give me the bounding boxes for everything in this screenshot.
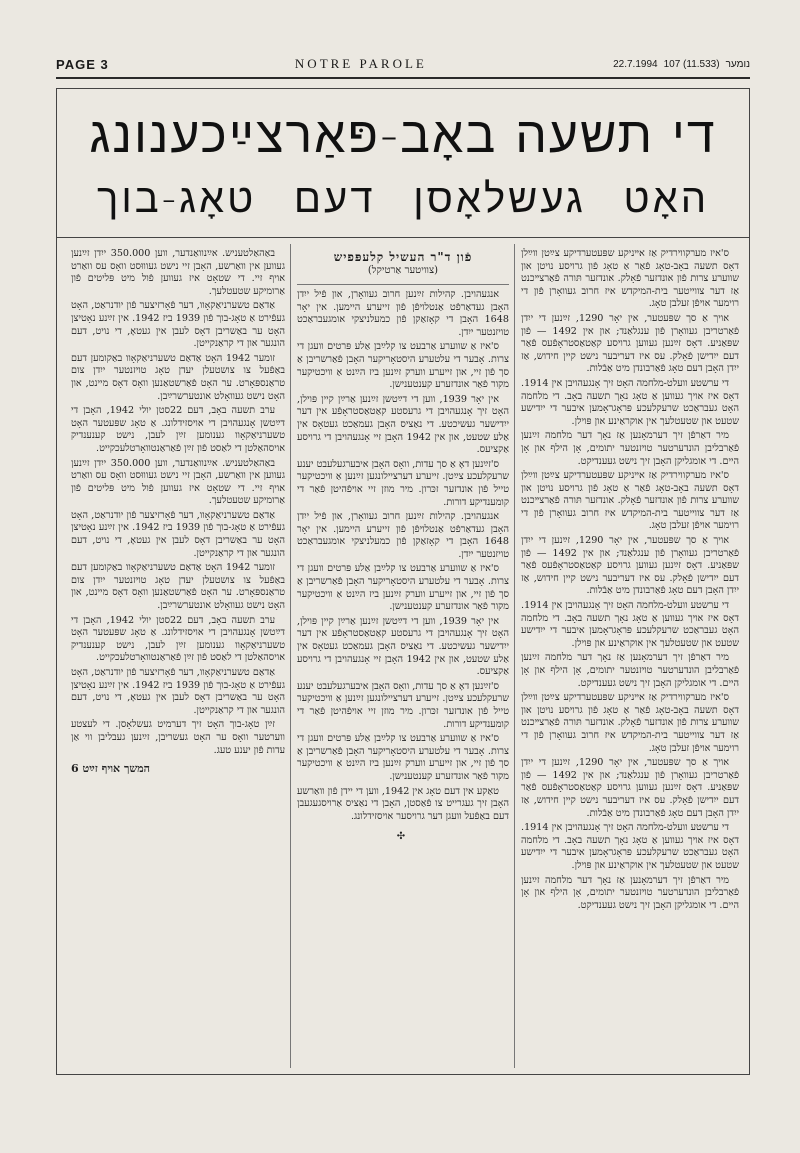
column-3	[71, 238, 285, 1074]
article-columns	[57, 238, 749, 1074]
paragraph: ס'איז מערקווירדיק אַז אײניקע שפּעטערדיקע צײַטן ווײַלן דאָס תשעה באָב-טאָג פֿאַר אַ טאָג פֿון גרויסע נויטן און שװערע צרות פֿון אונדזער פֿאָלק. אונדזער תּורה פֿאַרצײכנט אַז דער צווייטער בית-המיקדש איז חרוב געוואָרן פֿון די רוימער אויפֿן זעלבן טאָג.	[521, 248, 739, 310]
paragraph: אויך אַ סך שפּעטער, אין יאָר 1290, זײַנען די ייִדן פֿאַרטריבן געוואָרן פֿון ענגלאַנד; און אין 1492 — פֿון שפּאַניע. דאָס זײַנען געווען גרויסע קאַטאַסטראָפֿעס פֿאַר דעם ייִדישן פֿאָלק. עס איז דעריבער נישט קיין חידוש, אַז ייִדן האָבן דעם טאָג פֿאַרבונדן מיט אַבֿלות.	[521, 757, 739, 819]
column-2-text	[297, 289, 509, 844]
headline-line-1: די תשעה באָב-פּאַרצײַכענונג	[89, 106, 717, 164]
continued-notice[interactable]: המשך אויף זײַט 6	[71, 762, 150, 776]
paragraph: די ערשטע וועלט-מלחמה האָט זיך אָנגעהויבן אין 1914. דאָס איז אויך געווען אַ טאָג נאָך תשעה באָב. די מלחמה האָט געבראַכט שרעקלעכע פּראָגראָמען איבער די ייִדישע שטעט און שטעטלעך אין אוקראַינע און פּוילן.	[521, 600, 739, 649]
paragraph: ס'איז מערקווירדיק אַז אײניקע שפּעטערדיקע צײַטן ווײַלן דאָס תשעה באָב-טאָג פֿאַר אַ טאָג פֿון גרויסע נויטן און שװערע צרות פֿון אונדזער פֿאָלק. אונדזער תּורה פֿאַרצײכנט אַז דער צווייטער בית-המיקדש איז חרוב געוואָרן פֿון די רוימער אויפֿן זעלבן טאָג.	[521, 470, 739, 532]
paragraph: מיר דאַרפֿן זיך דערמאָנען אַז נאָך דער מלחמה זײַנען פֿאַרבליבן הונדערטער טויזנטער יתומים, אָן הילף און אָן היים. די אומגליקן האָבן זיך נישט געענדיקט.	[521, 430, 739, 467]
paragraph: אַדאַם טשערניאַקאָוו, דער פֿאָרזיצער פֿון יודנראַט, האָט געפֿירט אַ טאָג-בוך פֿון 1939 ביז 1942. אין זײַנע נאָטיצן האָט ער באַשריבן דאָס לעבן אין געטאָ, די נויט, דעם הונגער און די קראַנקייטן.	[71, 667, 285, 716]
issue-label: נומער	[725, 58, 750, 70]
paragraph: באַהאַלטעניש. אײַנוואַנדער, ווען 350.000 ייִדן זײַנען געווען אין וואַרשע, האָבן זיי נישט געוווּסט וואָס עס וואַרט אויף זיי. די שטאָט איז געווען פֿול מיט פּליטים פֿון אַרומיקע שטעטלעך.	[71, 457, 285, 507]
paragraph: ס'זײַנען דאָ אַ סך עדות, וואָס האָבן איבערגעלעבט יענע שרעקלעכע צײַטן. זייערע דערציילונגען זײַנען אַ וויכטיקער טייל פֿון אונדזער זכּרון. מיר מוזן זיי אויפֿהיטן פֿאַר די קומענדיקע דורות.	[297, 458, 509, 508]
byline-subtitle: (צוויטער אַרטיקל)	[367, 265, 439, 276]
headline-box	[57, 89, 749, 238]
column-divider	[290, 244, 291, 1068]
paragraph: ס'איז אַ שווערע אַרבעט צו קלײַבן אַלע פּרטים וועגן די צרות. אָבער די עלטערע היסטאָריקער האָבן פֿאַרשריבן אַ סך פֿון זיי, און זייערע ווערק זײַנען ביז הײַנט אַ וויכטיקער מקור פֿאַר אונדזערע קענטענישן.	[297, 563, 509, 613]
column-1-text	[521, 248, 739, 912]
paragraph: זומער 1942 האָט אַדאַם טשערניאַקאָוו באַקומען דעם באַפֿעל צו צושטעלן יעדן טאָג טויזנטער ייִדן צום טראַנספּאָרט. ער האָט פֿאַרשטאַנען וואָס דאָס מיינט, און האָט נישט געוואָלט אונטערשרײַבן.	[71, 562, 285, 612]
paragraph: אויך אַ סך שפּעטער, אין יאָר 1290, זײַנען די ייִדן פֿאַרטריבן געוואָרן פֿון ענגלאַנד; און אין 1492 — פֿון שפּאַניע. דאָס זײַנען געווען גרויסע קאַטאַסטראָפֿעס פֿאַר דעם ייִדישן פֿאָלק. עס איז דעריבער נישט קיין חידוש, אַז ייִדן האָבן דעם טאָג פֿאַרבונדן מיט אַבֿלות.	[521, 535, 739, 597]
paragraph: אנגעהויבן. קהילות זײַנען חרוב געוואָרן, און פֿיל ייִדן האָבן געדאַרפֿט אַנטלויפֿן פֿון זייערע היימען. אין יאָר 1648 האָבן די קאָזאַקן פֿון כמעלניצקי אומגעבראַכט טויזנטער ייִדן.	[297, 511, 509, 560]
paragraph: די ערשטע וועלט-מלחמה האָט זיך אָנגעהויבן אין 1914. דאָס איז אויך געווען אַ טאָג נאָך תשעה באָב. די מלחמה האָט געבראַכט שרעקלעכע פּראָגראָמען איבער די ייִדישע שטעט און שטעטלעך אין אוקראַינע און פּוילן.	[521, 822, 739, 871]
paragraph: ס'איז אַ שווערע אַרבעט צו קלײַבן אַלע פּרטים וועגן די צרות. אָבער די עלטערע היסטאָריקער האָבן פֿאַרשריבן אַ סך פֿון זיי, און זייערע ווערק זײַנען ביז הײַנט אַ וויכטיקער מקור פֿאַר אונדזערע קענטענישן.	[297, 733, 509, 782]
star-ornament: ✣	[396, 831, 410, 843]
paragraph: מיר דאַרפֿן זיך דערמאָנען אַז נאָך דער מלחמה זײַנען פֿאַרבליבן הונדערטער טויזנטער יתומים, אָן הילף און אָן היים. די אומגליקן האָבן זיך נישט געענדיקט.	[521, 874, 739, 911]
masthead: NOTRE PAROLE	[294, 56, 427, 71]
header-rule	[56, 77, 750, 79]
paragraph: ערב תשעה באָב, דעם 22סטן יולי 1942, האָבן די דײַטשן אָנגעהויבן די אויסזידלונג. אַ טאָג שפּעטער האָט טשערניאַקאָוו גענומען זײַן לעבן, נישט קענענדיק אויסהאַלטן די לאַסט פֿון זײַן פֿאַראַנטוואָרטלעכקייט.	[71, 405, 285, 454]
paragraph: טאַקע אין דעם טאָג אין 1942, ווען די יידן פֿון וואַרשע האָבן זיך געגרייט צו פֿאַסטן, האָבן די נאַציס אַרויסגעגעבן דעם באַפֿעל וועגן דער גרויסער אויסזידלונג.	[297, 785, 509, 822]
paragraph: זומער 1942 האָט אַדאַם טשערניאַקאָוו באַקומען דעם באַפֿעל צו צושטעלן יעדן טאָג טויזנטער ייִדן צום טראַנספּאָרט. ער האָט פֿאַרשטאַנען וואָס דאָס מיינט, און האָט נישט געוואָלט אונטערשרײַבן.	[71, 352, 285, 402]
issue-number: (11.533) 107	[663, 58, 720, 70]
column-2	[297, 238, 509, 1074]
paragraph: אין יאָר 1939, ווען די דײַטשן זײַנען אַרײַן קיין פּוילן, האָט זיך אָנגעהויבן די גרעסטע קאַטאַסטראָפֿע אין דער ייִדישער געשיכטע. די נאַציס האָבן געמאַכט געטאָס אין אַלע שטעט, און אין 1942 האָבן זיי אָנגעהויבן די גרויסע אַקציעס.	[297, 393, 509, 456]
paragraph: ס'איז מערקווירדיק אַז אײניקע שפּעטערדיקע צײַטן ווײַלן דאָס תשעה באָב-טאָג פֿאַר אַ טאָג פֿון גרויסע נויטן און שװערע צרות פֿון אונדזער פֿאָלק. אונדזער תּורה פֿאַרצײכנט אַז דער צווייטער בית-המיקדש איז חרוב געוואָרן פֿון די רוימער אויפֿן זעלבן טאָג.	[521, 692, 739, 754]
issue-date: 22.7.1994	[613, 58, 658, 70]
column-1	[521, 238, 739, 1074]
page-header	[56, 52, 750, 76]
paragraph: ס'זײַנען דאָ אַ סך עדות, וואָס האָבן איבערגעלעבט יענע שרעקלעכע צײַטן. זייערע דערציילונגען זײַנען אַ וויכטיקער טייל פֿון אונדזער זכּרון. מיר מוזן זיי אויפֿהיטן פֿאַר די קומענדיקע דורות.	[297, 680, 509, 730]
headline-line-2: האָט געשלאָסן דעם טאָג-בוך	[96, 176, 710, 222]
paragraph: באַהאַלטעניש. אײַנוואַנדער, ווען 350.000 ייִדן זײַנען געווען אין וואַרשע, האָבן זיי נישט געוווּסט וואָס עס וואַרט אויף זיי. די שטאָט איז געווען פֿול מיט פּליטים פֿון אַרומיקע שטעטלעך.	[71, 248, 285, 297]
paragraph: אויך אַ סך שפּעטער, אין יאָר 1290, זײַנען די ייִדן פֿאַרטריבן געוואָרן פֿון ענגלאַנד; און אין 1492 — פֿון שפּאַניע. דאָס זײַנען געווען גרויסע קאַטאַסטראָפֿעס פֿאַר דעם ייִדישן פֿאָלק. עס איז דעריבער נישט קיין חידוש, אַז ייִדן האָבן דעם טאָג פֿאַרבונדן מיט אַבֿלות.	[521, 312, 739, 375]
article-frame	[56, 88, 750, 1075]
byline-author: פֿון ד"ר העשיל קלעפּפיש	[333, 250, 473, 264]
column-divider	[514, 244, 515, 1068]
page-number: PAGE 3	[56, 56, 109, 72]
paragraph: ערב תשעה באָב, דעם 22סטן יולי 1942, האָבן די דײַטשן אָנגעהויבן די אויסזידלונג. אַ טאָג שפּעטער האָט טשערניאַקאָוו גענומען זײַן לעבן, נישט קענענדיק אויסהאַלטן די לאַסט פֿון זײַן פֿאַראַנטוואָרטלעכקייט.	[71, 614, 285, 664]
paragraph: אין יאָר 1939, ווען די דײַטשן זײַנען אַרײַן קיין פּוילן, האָט זיך אָנגעהויבן די גרעסטע קאַטאַסטראָפֿע אין דער ייִדישער געשיכטע. די נאַציס האָבן געמאַכט געטאָס אין אַלע שטעט, און אין 1942 האָבן זיי אָנגעהויבן די גרויסע אַקציעס.	[297, 615, 509, 678]
paragraph: אנגעהויבן. קהילות זײַנען חרוב געוואָרן, און פֿיל ייִדן האָבן געדאַרפֿט אַנטלויפֿן פֿון זייערע היימען. אין יאָר 1648 האָבן די קאָזאַקן פֿון כמעלניצקי אומגעבראַכט טויזנטער ייִדן.	[297, 289, 509, 338]
byline	[297, 250, 509, 285]
issue-info	[613, 59, 750, 70]
paragraph: אַדאַם טשערניאַקאָוו, דער פֿאָרזיצער פֿון יודנראַט, האָט געפֿירט אַ טאָג-בוך פֿון 1939 ביז 1942. אין זײַנע נאָטיצן האָט ער באַשריבן דאָס לעבן אין געטאָ, די נויט, דעם הונגער און די קראַנקייטן.	[71, 509, 285, 559]
paragraph: מיר דאַרפֿן זיך דערמאָנען אַז נאָך דער מלחמה זײַנען פֿאַרבליבן הונדערטער טויזנטער יתומים, אָן הילף און אָן היים. די אומגליקן האָבן זיך נישט געענדיקט.	[521, 652, 739, 689]
paragraph: ס'איז אַ שווערע אַרבעט צו קלײַבן אַלע פּרטים וועגן די צרות. אָבער די עלטערע היסטאָריקער האָבן פֿאַרשריבן אַ סך פֿון זיי, און זייערע ווערק זײַנען ביז הײַנט אַ וויכטיקער מקור פֿאַר אונדזערע קענטענישן.	[297, 341, 509, 391]
column-3-text	[71, 248, 285, 776]
paragraph: זײַן טאָג-בוך האָט זיך דערמיט געשלאָסן. די לעצטע ווערטער וואָס ער האָט געשריבן, זײַנען געבליבן ווי אַן עדות פֿון יענע טעג.	[71, 719, 285, 756]
paragraph: די ערשטע וועלט-מלחמה האָט זיך אָנגעהויבן אין 1914. דאָס איז אויך געווען אַ טאָג נאָך תשעה באָב. די מלחמה האָט געבראַכט שרעקלעכע פּראָגראָמען איבער די ייִדישע שטעט און שטעטלעך אין אוקראַינע און פּוילן.	[521, 377, 739, 427]
paragraph: אַדאַם טשערניאַקאָוו, דער פֿאָרזיצער פֿון יודנראַט, האָט געפֿירט אַ טאָג-בוך פֿון 1939 ביז 1942. אין זײַנע נאָטיצן האָט ער באַשריבן דאָס לעבן אין געטאָ, די נויט, דעם הונגער און די קראַנקייטן.	[71, 300, 285, 350]
